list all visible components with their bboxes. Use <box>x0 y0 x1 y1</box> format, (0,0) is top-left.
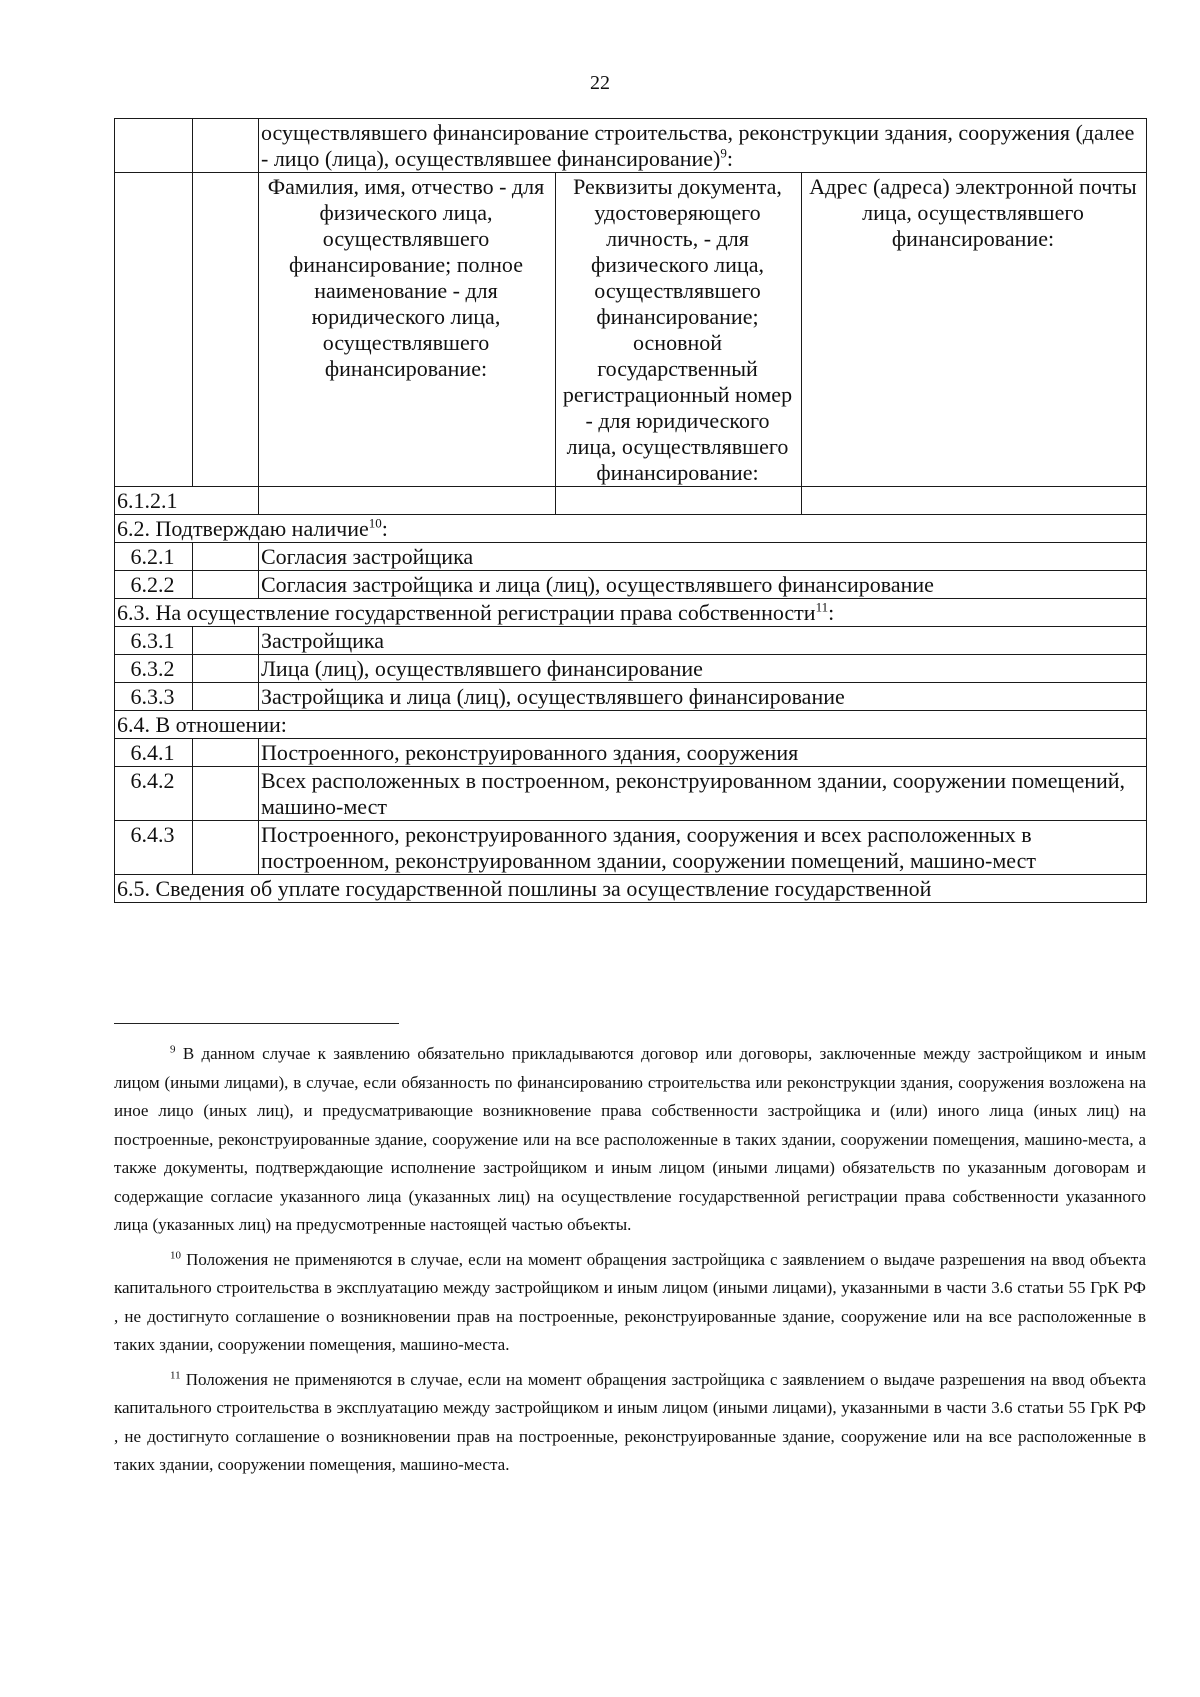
footnote <box>114 1366 1146 1480</box>
option-row <box>115 767 1147 821</box>
option-number: 6.2.2 <box>115 571 193 599</box>
option-number: 6.4.2 <box>115 767 193 821</box>
option-checkbox-cell[interactable] <box>193 543 259 571</box>
footnote-text: Положения не применяются в случае, если на момент обращения застройщика с заявлением о выдаче разрешения на ввод объекта капитального строительства в эксплуатацию между застройщиком и иным лицом (иными лицами), указанными в части 3.6 статьи 55 ГрК РФ , не достигнуто соглашение о возникновении прав на построенные, реконструированные здание, сооружение или на все расположенные в таких здании, сооружении помещения, машино-места. <box>114 1249 1147 1354</box>
option-text: Согласия застройщика и лица (лиц), осуществлявшего финансирование <box>259 571 1147 599</box>
option-number: 6.3.3 <box>115 683 193 711</box>
option-text: Застройщика и лица (лиц), осуществлявшего финансирование <box>259 683 1147 711</box>
option-text: Застройщика <box>259 627 1147 655</box>
footnote-ref: 11 <box>815 599 829 615</box>
footnote-ref: 9 <box>720 145 727 161</box>
entry-email-field[interactable] <box>802 487 1147 515</box>
footnote-ref: 10 <box>368 515 382 531</box>
option-number: 6.2.1 <box>115 543 193 571</box>
entry-name-field[interactable] <box>259 487 556 515</box>
option-checkbox-cell[interactable] <box>193 627 259 655</box>
entry-row <box>115 487 1147 515</box>
section-title: 6.4. В отношении: <box>115 711 1147 739</box>
option-row <box>115 571 1147 599</box>
option-row <box>115 683 1147 711</box>
footnote-text: В данном случае к заявлению обязательно прикладываются договор или договоры, заключенные между застройщиком и иным лицом (иными лицами), в случае, если обязанность по финансированию строительства или реконструкции здания, сооружения возложена на иное лицо (иных лиц), и предусматривающие возникновение права собственности застройщика и (или) иного лица (иных лиц) на построенные, реконструированные здание, сооружение или на все расположенные в таких здании, сооружении помещения, машино-места, а также документы, подтверждающие исполнение застройщиком и иным лицом (иными лицами) обязательств по указанным договорам и содержащие согласие указанного лица (указанных лиц) на осуществление государственной регистрации права собственности указанного лица (указанных лиц) на предусмотренные настоящей частью объекты. <box>114 1044 1146 1234</box>
application-form-table <box>114 118 1147 903</box>
section-title-row <box>115 599 1147 627</box>
option-checkbox-cell[interactable] <box>193 683 259 711</box>
option-row <box>115 739 1147 767</box>
option-number: 6.4.1 <box>115 739 193 767</box>
section-title: 6.5. Сведения об уплате государственной пошлины за осуществление государственной <box>115 875 1147 903</box>
section-title-row <box>115 875 1147 903</box>
empty-cell <box>115 119 193 173</box>
footnote-mark: 11 <box>170 1368 181 1381</box>
option-row <box>115 543 1147 571</box>
option-checkbox-cell[interactable] <box>193 655 259 683</box>
continuation-cell: осуществлявшего финансирование строительства, реконструкции здания, сооружения (далее - лицо (лица), осуществлявшее финансирование)$^9$: <box>259 119 1147 173</box>
option-text: Построенного, реконструированного здания, сооружения <box>259 739 1147 767</box>
option-text: Всех расположенных в построенном, реконструированном здании, сооружении помещений, машино-мест <box>259 767 1147 821</box>
header-email-cell: Адрес (адреса) электронной почты лица, осуществлявшего финансирование: <box>802 173 1147 487</box>
continuation-text: осуществлявшего финансирование строительства, реконструкции здания, сооружения (далее - лицо (лица), осуществлявшее финансирование) <box>261 120 1135 171</box>
footnote-mark: 9 <box>170 1043 176 1056</box>
option-checkbox-cell[interactable] <box>193 739 259 767</box>
footnote-mark: 10 <box>170 1248 181 1261</box>
section-title-row <box>115 515 1147 543</box>
page-number: 22 <box>590 72 610 94</box>
footnote <box>114 1040 1146 1240</box>
option-row <box>115 627 1147 655</box>
option-number: 6.4.3 <box>115 821 193 875</box>
option-text: Построенного, реконструированного здания, сооружения и всех расположенных в построенном, реконструированном здании, сооружении помещений, машино-мест <box>259 821 1147 875</box>
empty-cell <box>193 119 259 173</box>
footnote-text: Положения не применяются в случае, если на момент обращения застройщика с заявлением о выдаче разрешения на ввод объекта капитального строительства в эксплуатацию между застройщиком и иным лицом (иными лицами), указанными в части 3.6 статьи 55 ГрК РФ , не достигнуто соглашение о возникновении прав на построенные, реконструированные здание, сооружение или на все расположенные в таких здании, сооружении помещения, машино-места. <box>114 1369 1146 1474</box>
footnote-separator <box>114 1023 399 1024</box>
footnotes <box>114 1040 1146 1486</box>
header-name-cell: Фамилия, имя, отчество - для физического лица, осуществлявшего финансирование; полное наименование - для юридического лица, осуществлявшего финансирование: <box>259 173 556 487</box>
option-text: Согласия застройщика <box>259 543 1147 571</box>
entry-row-number: 6.1.2.1 <box>115 487 259 515</box>
option-row <box>115 655 1147 683</box>
continuation-row <box>115 119 1147 173</box>
section-title: 6.2. Подтверждаю наличие$^{10}$: <box>115 515 1147 543</box>
option-row <box>115 821 1147 875</box>
empty-cell <box>115 173 193 487</box>
option-text: Лица (лиц), осуществлявшего финансирование <box>259 655 1147 683</box>
empty-cell <box>193 173 259 487</box>
option-checkbox-cell[interactable] <box>193 767 259 821</box>
option-number: 6.3.1 <box>115 627 193 655</box>
option-checkbox-cell[interactable] <box>193 571 259 599</box>
option-number: 6.3.2 <box>115 655 193 683</box>
header-row <box>115 173 1147 487</box>
section-title-row <box>115 711 1147 739</box>
footnote <box>114 1246 1146 1360</box>
header-document-cell: Реквизиты документа, удостоверяющего личность, - для физического лица, осуществлявшего финансирование; основной государственный регистрационный номер - для юридического лица, осуществлявшего финансирование: <box>556 173 802 487</box>
option-checkbox-cell[interactable] <box>193 821 259 875</box>
entry-document-field[interactable] <box>556 487 802 515</box>
section-title: 6.3. На осуществление государственной регистрации права собственности$^{11}$: <box>115 599 1147 627</box>
